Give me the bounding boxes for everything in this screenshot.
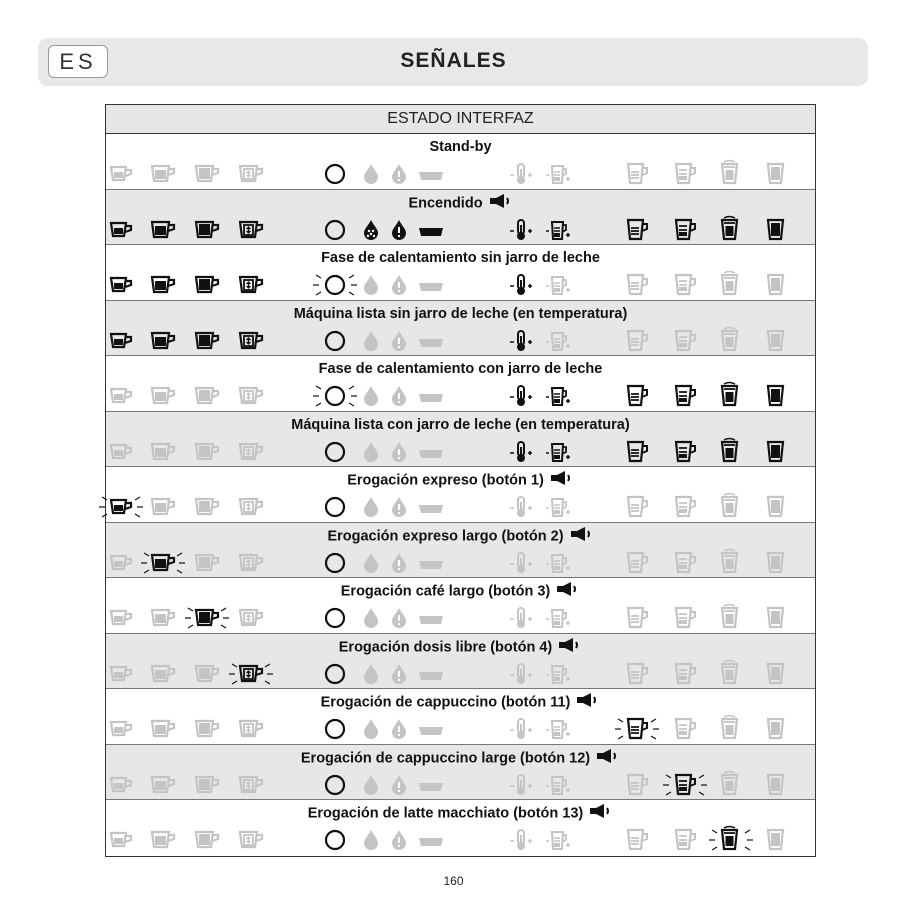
state-label: Fase de calentamiento sin jarro de leche (321, 250, 600, 266)
cappuccino-cup-icon (624, 496, 650, 518)
alarm-drop-icon (386, 274, 412, 296)
latte-macchiato-cup-icon (718, 330, 744, 352)
cappuccino-cup-icon (624, 718, 650, 740)
state-title (106, 138, 815, 156)
icon-strip (106, 219, 815, 241)
speaker-icon (576, 693, 600, 712)
state-title (106, 416, 815, 434)
icon-strip (106, 163, 815, 185)
espresso-cup-icon (108, 829, 134, 851)
icon-strip (106, 496, 815, 518)
espresso-long-cup-icon (150, 718, 176, 740)
hot-milk-cup-icon (764, 774, 790, 796)
milk-jug-icon (544, 385, 570, 407)
cappuccino-large-cup-icon (672, 274, 698, 296)
drip-tray-icon (418, 385, 444, 407)
milk-jug-icon (544, 219, 570, 241)
cappuccino-large-cup-icon (672, 496, 698, 518)
espresso-cup-icon (108, 330, 134, 352)
page-number: 160 (443, 874, 464, 888)
milk-jug-icon (544, 607, 570, 629)
state-title (106, 804, 815, 822)
speaker-icon (570, 527, 594, 546)
state-row (106, 467, 815, 523)
cappuccino-large-cup-icon (672, 829, 698, 851)
icon-strip (106, 607, 815, 629)
state-row (106, 578, 815, 634)
espresso-cup-icon (108, 663, 134, 685)
speaker-icon (596, 749, 620, 768)
state-label: Erogación de cappuccino (botón 11) (320, 694, 571, 711)
alarm-drop-icon (386, 663, 412, 685)
state-title (106, 360, 815, 378)
cappuccino-cup-icon (624, 219, 650, 241)
state-title (106, 305, 815, 323)
free-dose-cup-icon (238, 607, 264, 629)
cappuccino-large-cup-icon (672, 385, 698, 407)
free-dose-cup-icon (238, 718, 264, 740)
temperature-icon (508, 607, 534, 629)
table-rows (106, 134, 815, 856)
espresso-cup-icon (108, 496, 134, 518)
temperature-icon (508, 163, 534, 185)
milk-jug-icon (544, 829, 570, 851)
latte-macchiato-cup-icon (718, 829, 744, 851)
temperature-icon (508, 330, 534, 352)
speaker-icon (556, 582, 580, 601)
power-ring-icon (322, 385, 348, 407)
cappuccino-cup-icon (624, 607, 650, 629)
state-row (106, 134, 815, 190)
state-label: Stand-by (429, 139, 492, 155)
icon-strip (106, 718, 815, 740)
latte-macchiato-cup-icon (718, 441, 744, 463)
icon-strip (106, 552, 815, 574)
espresso-cup-icon (108, 163, 134, 185)
drip-tray-icon (418, 219, 444, 241)
page-title: SEÑALES (400, 49, 507, 72)
cappuccino-large-cup-icon (672, 718, 698, 740)
espresso-cup-icon (108, 274, 134, 296)
state-label: Encendido (408, 194, 483, 211)
state-title (106, 471, 815, 489)
latte-macchiato-cup-icon (718, 718, 744, 740)
free-dose-cup-icon (238, 274, 264, 296)
power-ring-icon (322, 774, 348, 796)
coffee-long-cup-icon (194, 274, 220, 296)
espresso-cup-icon (108, 552, 134, 574)
free-dose-cup-icon (238, 163, 264, 185)
alarm-drop-icon (386, 552, 412, 574)
cappuccino-large-cup-icon (672, 607, 698, 629)
hot-milk-cup-icon (764, 441, 790, 463)
alarm-drop-icon (386, 718, 412, 740)
cappuccino-cup-icon (624, 274, 650, 296)
cappuccino-large-cup-icon (672, 219, 698, 241)
descale-drop-icon (358, 774, 384, 796)
drip-tray-icon (418, 663, 444, 685)
power-ring-icon (322, 496, 348, 518)
free-dose-cup-icon (238, 330, 264, 352)
latte-macchiato-cup-icon (718, 219, 744, 241)
drip-tray-icon (418, 274, 444, 296)
free-dose-cup-icon (238, 552, 264, 574)
latte-macchiato-cup-icon (718, 607, 744, 629)
espresso-long-cup-icon (150, 274, 176, 296)
milk-jug-icon (544, 330, 570, 352)
power-ring-icon (322, 163, 348, 185)
cappuccino-large-cup-icon (672, 330, 698, 352)
state-row (106, 356, 815, 412)
state-label: Máquina lista con jarro de leche (en temperatura) (291, 416, 630, 433)
drip-tray-icon (418, 718, 444, 740)
temperature-icon (508, 552, 534, 574)
latte-macchiato-cup-icon (718, 552, 744, 574)
icon-strip (106, 274, 815, 296)
free-dose-cup-icon (238, 441, 264, 463)
descale-drop-icon (358, 441, 384, 463)
coffee-long-cup-icon (194, 829, 220, 851)
descale-drop-icon (358, 552, 384, 574)
state-row (106, 634, 815, 690)
drip-tray-icon (418, 774, 444, 796)
temperature-icon (508, 829, 534, 851)
cappuccino-cup-icon (624, 330, 650, 352)
hot-milk-cup-icon (764, 219, 790, 241)
temperature-icon (508, 774, 534, 796)
cappuccino-large-cup-icon (672, 441, 698, 463)
state-row (106, 745, 815, 801)
cappuccino-cup-icon (624, 663, 650, 685)
alarm-drop-icon (386, 219, 412, 241)
espresso-cup-icon (108, 441, 134, 463)
cappuccino-large-cup-icon (672, 774, 698, 796)
table-header: ESTADO INTERFAZ (106, 105, 815, 134)
coffee-long-cup-icon (194, 718, 220, 740)
milk-jug-icon (544, 163, 570, 185)
espresso-cup-icon (108, 219, 134, 241)
state-label: Erogación expreso (botón 1) (347, 472, 544, 489)
cappuccino-cup-icon (624, 552, 650, 574)
hot-milk-cup-icon (764, 385, 790, 407)
milk-jug-icon (544, 274, 570, 296)
free-dose-cup-icon (238, 774, 264, 796)
state-row (106, 245, 815, 301)
temperature-icon (508, 663, 534, 685)
coffee-long-cup-icon (194, 663, 220, 685)
latte-macchiato-cup-icon (718, 774, 744, 796)
signals-table (105, 104, 816, 857)
state-row (106, 689, 815, 745)
free-dose-cup-icon (238, 385, 264, 407)
alarm-drop-icon (386, 496, 412, 518)
descale-drop-icon (358, 274, 384, 296)
coffee-long-cup-icon (194, 496, 220, 518)
hot-milk-cup-icon (764, 496, 790, 518)
icon-strip (106, 441, 815, 463)
espresso-long-cup-icon (150, 385, 176, 407)
temperature-icon (508, 718, 534, 740)
hot-milk-cup-icon (764, 552, 790, 574)
espresso-long-cup-icon (150, 441, 176, 463)
espresso-long-cup-icon (150, 829, 176, 851)
power-ring-icon (322, 829, 348, 851)
drip-tray-icon (418, 441, 444, 463)
hot-milk-cup-icon (764, 330, 790, 352)
state-label: Erogación expreso largo (botón 2) (327, 527, 564, 544)
state-label: Erogación dosis libre (botón 4) (338, 638, 553, 655)
espresso-long-cup-icon (150, 607, 176, 629)
descale-drop-icon (358, 219, 384, 241)
power-ring-icon (322, 552, 348, 574)
descale-drop-icon (358, 718, 384, 740)
state-label: Erogación café largo (botón 3) (340, 583, 551, 600)
cappuccino-large-cup-icon (672, 663, 698, 685)
drip-tray-icon (418, 552, 444, 574)
cappuccino-large-cup-icon (672, 163, 698, 185)
milk-jug-icon (544, 663, 570, 685)
state-title (106, 194, 815, 212)
speaker-icon (589, 804, 613, 823)
hot-milk-cup-icon (764, 607, 790, 629)
state-label: Erogación de cappuccino large (botón 12) (300, 749, 591, 766)
state-row (106, 412, 815, 468)
coffee-long-cup-icon (194, 385, 220, 407)
power-ring-icon (322, 441, 348, 463)
descale-drop-icon (358, 330, 384, 352)
latte-macchiato-cup-icon (718, 274, 744, 296)
milk-jug-icon (544, 774, 570, 796)
state-title (106, 693, 815, 711)
coffee-long-cup-icon (194, 441, 220, 463)
coffee-long-cup-icon (194, 330, 220, 352)
alarm-drop-icon (386, 330, 412, 352)
alarm-drop-icon (386, 441, 412, 463)
power-ring-icon (322, 274, 348, 296)
power-ring-icon (322, 718, 348, 740)
cappuccino-cup-icon (624, 385, 650, 407)
espresso-cup-icon (108, 774, 134, 796)
espresso-long-cup-icon (150, 663, 176, 685)
hot-milk-cup-icon (764, 163, 790, 185)
state-title (106, 527, 815, 545)
descale-drop-icon (358, 385, 384, 407)
state-label: Máquina lista sin jarro de leche (en temperatura) (293, 305, 628, 322)
descale-drop-icon (358, 663, 384, 685)
descale-drop-icon (358, 496, 384, 518)
free-dose-cup-icon (238, 219, 264, 241)
power-ring-icon (322, 219, 348, 241)
coffee-long-cup-icon (194, 552, 220, 574)
state-label: Erogación de latte macchiato (botón 13) (307, 805, 584, 822)
coffee-long-cup-icon (194, 607, 220, 629)
espresso-long-cup-icon (150, 219, 176, 241)
espresso-cup-icon (108, 385, 134, 407)
espresso-cup-icon (108, 718, 134, 740)
drip-tray-icon (418, 330, 444, 352)
speaker-icon (550, 471, 574, 490)
descale-drop-icon (358, 163, 384, 185)
alarm-drop-icon (386, 163, 412, 185)
alarm-drop-icon (386, 607, 412, 629)
cappuccino-cup-icon (624, 441, 650, 463)
milk-jug-icon (544, 496, 570, 518)
state-row (106, 190, 815, 246)
latte-macchiato-cup-icon (718, 385, 744, 407)
espresso-long-cup-icon (150, 496, 176, 518)
icon-strip (106, 385, 815, 407)
icon-strip (106, 829, 815, 851)
milk-jug-icon (544, 441, 570, 463)
state-title (106, 749, 815, 767)
hot-milk-cup-icon (764, 274, 790, 296)
hot-milk-cup-icon (764, 663, 790, 685)
cappuccino-large-cup-icon (672, 552, 698, 574)
espresso-long-cup-icon (150, 330, 176, 352)
drip-tray-icon (418, 829, 444, 851)
coffee-long-cup-icon (194, 163, 220, 185)
hot-milk-cup-icon (764, 718, 790, 740)
coffee-long-cup-icon (194, 219, 220, 241)
icon-strip (106, 774, 815, 796)
descale-drop-icon (358, 829, 384, 851)
icon-strip (106, 330, 815, 352)
cappuccino-cup-icon (624, 774, 650, 796)
state-title (106, 638, 815, 656)
power-ring-icon (322, 330, 348, 352)
drip-tray-icon (418, 496, 444, 518)
hot-milk-cup-icon (764, 829, 790, 851)
icon-strip (106, 663, 815, 685)
state-row (106, 523, 815, 579)
latte-macchiato-cup-icon (718, 163, 744, 185)
espresso-long-cup-icon (150, 163, 176, 185)
alarm-drop-icon (386, 385, 412, 407)
temperature-icon (508, 441, 534, 463)
alarm-drop-icon (386, 774, 412, 796)
descale-drop-icon (358, 607, 384, 629)
espresso-long-cup-icon (150, 552, 176, 574)
espresso-long-cup-icon (150, 774, 176, 796)
cappuccino-cup-icon (624, 163, 650, 185)
free-dose-cup-icon (238, 496, 264, 518)
milk-jug-icon (544, 552, 570, 574)
coffee-long-cup-icon (194, 774, 220, 796)
state-row (106, 301, 815, 357)
temperature-icon (508, 219, 534, 241)
state-row (106, 800, 815, 856)
state-label: Fase de calentamiento con jarro de leche (318, 361, 603, 377)
free-dose-cup-icon (238, 829, 264, 851)
language-badge: ES (48, 45, 108, 78)
temperature-icon (508, 385, 534, 407)
temperature-icon (508, 496, 534, 518)
free-dose-cup-icon (238, 663, 264, 685)
cappuccino-cup-icon (624, 829, 650, 851)
temperature-icon (508, 274, 534, 296)
speaker-icon (489, 194, 513, 213)
alarm-drop-icon (386, 829, 412, 851)
state-title (106, 582, 815, 600)
milk-jug-icon (544, 718, 570, 740)
latte-macchiato-cup-icon (718, 663, 744, 685)
drip-tray-icon (418, 163, 444, 185)
state-title (106, 249, 815, 267)
drip-tray-icon (418, 607, 444, 629)
espresso-cup-icon (108, 607, 134, 629)
latte-macchiato-cup-icon (718, 496, 744, 518)
power-ring-icon (322, 607, 348, 629)
speaker-icon (558, 638, 582, 657)
power-ring-icon (322, 663, 348, 685)
